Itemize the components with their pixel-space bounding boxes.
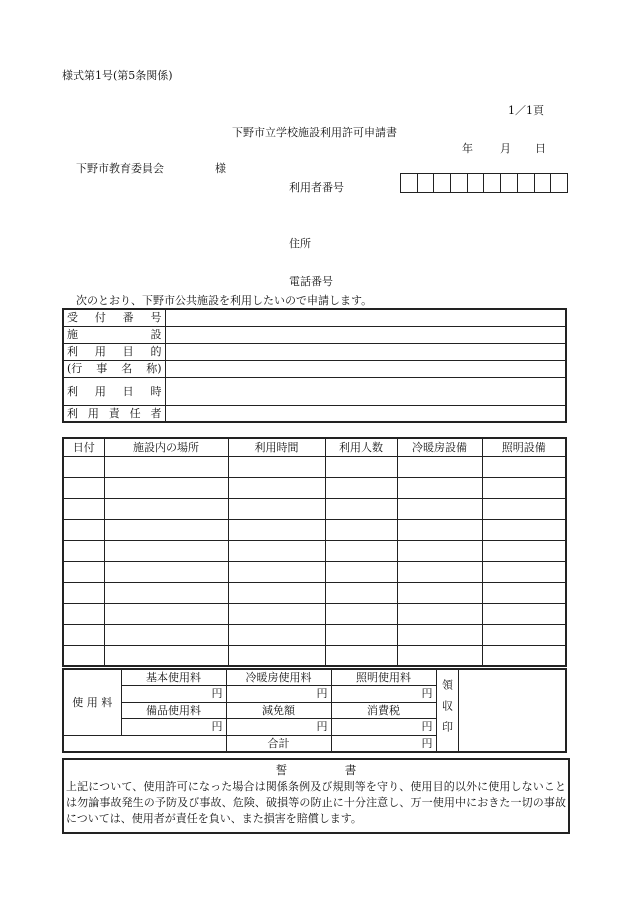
schedule-cell[interactable] bbox=[397, 624, 482, 645]
schedule-cell[interactable] bbox=[63, 498, 104, 519]
digit-box[interactable] bbox=[434, 174, 451, 193]
schedule-cell[interactable] bbox=[228, 603, 325, 624]
schedule-cell[interactable] bbox=[397, 498, 482, 519]
schedule-table bbox=[62, 437, 567, 667]
addressee-name: 下野市教育委員会 bbox=[76, 162, 164, 175]
fee-header-discount: 減免額 bbox=[226, 702, 331, 718]
user-number-boxes[interactable] bbox=[400, 173, 568, 193]
col-header-date: 日付 bbox=[63, 438, 104, 456]
schedule-cell[interactable] bbox=[228, 498, 325, 519]
schedule-cell[interactable] bbox=[63, 477, 104, 498]
schedule-cell[interactable] bbox=[325, 456, 397, 477]
col-header-location: 施設内の場所 bbox=[104, 438, 228, 456]
schedule-cell[interactable] bbox=[63, 645, 104, 666]
schedule-cell[interactable] bbox=[228, 582, 325, 603]
digit-box[interactable] bbox=[484, 174, 501, 193]
fee-empty-cell bbox=[63, 735, 226, 752]
schedule-cell[interactable] bbox=[104, 498, 228, 519]
schedule-cell[interactable] bbox=[397, 540, 482, 561]
info-value[interactable] bbox=[165, 343, 566, 360]
schedule-cell[interactable] bbox=[63, 603, 104, 624]
info-label-responsible-person: 利 用 責 任 者 bbox=[67, 406, 162, 420]
digit-box[interactable] bbox=[451, 174, 468, 193]
schedule-row bbox=[63, 519, 566, 540]
digit-box[interactable] bbox=[401, 174, 418, 193]
phone-label: 電話番号 bbox=[289, 275, 333, 288]
info-value[interactable] bbox=[165, 405, 566, 422]
info-value[interactable] bbox=[165, 326, 566, 343]
schedule-cell[interactable] bbox=[104, 582, 228, 603]
schedule-header-row bbox=[63, 438, 566, 456]
schedule-cell[interactable] bbox=[482, 477, 566, 498]
addressee-honorific: 様 bbox=[215, 162, 226, 175]
fee-header-basic: 基本使用料 bbox=[121, 669, 226, 685]
digit-box[interactable] bbox=[534, 174, 551, 193]
pledge-title: 誓 書 bbox=[275, 763, 357, 777]
info-row bbox=[63, 326, 566, 343]
fee-header-equipment: 備品使用料 bbox=[121, 702, 226, 718]
schedule-cell[interactable] bbox=[397, 603, 482, 624]
info-value[interactable] bbox=[165, 360, 566, 377]
schedule-cell[interactable] bbox=[482, 645, 566, 666]
fee-value-basic[interactable]: 円 bbox=[121, 685, 226, 702]
schedule-row bbox=[63, 498, 566, 519]
fee-value-lighting[interactable]: 円 bbox=[331, 685, 436, 702]
schedule-cell[interactable] bbox=[104, 603, 228, 624]
schedule-cell[interactable] bbox=[482, 624, 566, 645]
schedule-row bbox=[63, 624, 566, 645]
fee-header-aircon: 冷暖房使用料 bbox=[226, 669, 331, 685]
fee-header-tax: 消費税 bbox=[331, 702, 436, 718]
schedule-cell[interactable] bbox=[63, 582, 104, 603]
digit-box[interactable] bbox=[501, 174, 518, 193]
schedule-cell[interactable] bbox=[397, 477, 482, 498]
date-year-label: 年 bbox=[462, 142, 473, 155]
request-sentence: 次のとおり、下野市公共施設を利用したいので申請します。 bbox=[76, 294, 373, 307]
schedule-cell[interactable] bbox=[228, 624, 325, 645]
schedule-cell[interactable] bbox=[397, 456, 482, 477]
schedule-cell[interactable] bbox=[482, 519, 566, 540]
fee-total-value[interactable]: 円 bbox=[331, 735, 436, 752]
digit-box[interactable] bbox=[467, 174, 484, 193]
schedule-cell[interactable] bbox=[228, 456, 325, 477]
schedule-cell[interactable] bbox=[325, 498, 397, 519]
digit-box[interactable] bbox=[417, 174, 434, 193]
info-label-facility: 施 設 bbox=[67, 328, 162, 341]
schedule-cell[interactable] bbox=[228, 645, 325, 666]
document-title: 下野市立学校施設利用許可申請書 bbox=[232, 126, 397, 139]
col-header-time: 利用時間 bbox=[228, 438, 325, 456]
col-header-lighting: 照明設備 bbox=[482, 438, 566, 456]
schedule-row bbox=[63, 582, 566, 603]
fee-value-aircon[interactable]: 円 bbox=[226, 685, 331, 702]
address-label: 住所 bbox=[289, 237, 311, 250]
schedule-cell[interactable] bbox=[482, 561, 566, 582]
schedule-cell[interactable] bbox=[397, 561, 482, 582]
schedule-cell[interactable] bbox=[325, 519, 397, 540]
schedule-cell[interactable] bbox=[63, 624, 104, 645]
schedule-cell[interactable] bbox=[482, 540, 566, 561]
fee-table bbox=[62, 668, 567, 753]
fee-header-lighting: 照明使用料 bbox=[331, 669, 436, 685]
schedule-cell[interactable] bbox=[104, 540, 228, 561]
schedule-cell[interactable] bbox=[63, 561, 104, 582]
info-label-datetime: 利 用 日 時 bbox=[67, 384, 162, 398]
info-label-receipt-number: 受 付 番 号 bbox=[67, 311, 162, 325]
schedule-row bbox=[63, 645, 566, 666]
schedule-cell[interactable] bbox=[228, 519, 325, 540]
info-value[interactable] bbox=[165, 377, 566, 405]
info-value[interactable] bbox=[165, 309, 566, 326]
schedule-cell[interactable] bbox=[482, 603, 566, 624]
schedule-cell[interactable] bbox=[63, 519, 104, 540]
schedule-cell[interactable] bbox=[104, 456, 228, 477]
digit-box[interactable] bbox=[551, 174, 568, 193]
schedule-cell[interactable] bbox=[325, 624, 397, 645]
schedule-row bbox=[63, 477, 566, 498]
pledge-box bbox=[62, 758, 570, 834]
schedule-cell[interactable] bbox=[397, 519, 482, 540]
info-label-purpose: 利 用 目 的 bbox=[67, 345, 162, 358]
form-label: 様式第1号(第5条関係) bbox=[62, 69, 173, 82]
user-number-label: 利用者番号 bbox=[289, 181, 344, 194]
schedule-cell[interactable] bbox=[228, 561, 325, 582]
fee-value-discount[interactable]: 円 bbox=[226, 718, 331, 735]
schedule-row bbox=[63, 456, 566, 477]
schedule-cell[interactable] bbox=[228, 540, 325, 561]
info-row bbox=[63, 377, 566, 405]
info-row bbox=[63, 405, 566, 422]
schedule-cell[interactable] bbox=[397, 582, 482, 603]
fee-total-label: 合計 bbox=[226, 735, 331, 752]
schedule-cell[interactable] bbox=[397, 645, 482, 666]
schedule-cell[interactable] bbox=[482, 456, 566, 477]
info-row bbox=[63, 309, 566, 326]
col-header-aircon: 冷暖房設備 bbox=[397, 438, 482, 456]
schedule-cell[interactable] bbox=[325, 477, 397, 498]
schedule-cell[interactable] bbox=[325, 582, 397, 603]
schedule-cell[interactable] bbox=[63, 540, 104, 561]
schedule-cell[interactable] bbox=[325, 645, 397, 666]
info-label-event-name: (行 事 名 称) bbox=[67, 362, 162, 375]
schedule-cell[interactable] bbox=[325, 540, 397, 561]
col-header-people: 利用人数 bbox=[325, 438, 397, 456]
info-row bbox=[63, 343, 566, 360]
schedule-row bbox=[63, 561, 566, 582]
fee-value-tax[interactable]: 円 bbox=[331, 718, 436, 735]
pledge-body: 上記について、使用許可になった場合は関係条例及び規則等を守り、使用目的以外に使用しないことは勿論事故発生の予防及び事故、危険、破損等の防止に十分注意し、万一使用中におきた一切の事故については、使用者が責任を負い、また損害を賠償します。 bbox=[66, 780, 566, 825]
schedule-cell[interactable] bbox=[325, 561, 397, 582]
date-month-label: 月 bbox=[500, 142, 511, 155]
schedule-cell[interactable] bbox=[482, 498, 566, 519]
schedule-cell[interactable] bbox=[228, 477, 325, 498]
schedule-cell[interactable] bbox=[325, 603, 397, 624]
date-day-label: 日 bbox=[535, 142, 546, 155]
receipt-stamp-label: 領収印 bbox=[436, 669, 458, 752]
fee-value-equipment[interactable]: 円 bbox=[121, 718, 226, 735]
schedule-cell[interactable] bbox=[104, 645, 228, 666]
schedule-cell[interactable] bbox=[63, 456, 104, 477]
schedule-cell[interactable] bbox=[482, 582, 566, 603]
receipt-stamp-area[interactable] bbox=[458, 669, 566, 752]
schedule-row bbox=[63, 540, 566, 561]
application-info-table bbox=[62, 308, 567, 423]
schedule-row bbox=[63, 603, 566, 624]
schedule-cell[interactable] bbox=[104, 624, 228, 645]
page-number: 1／1頁 bbox=[508, 104, 544, 117]
fee-side-label: 使 用 料 bbox=[63, 669, 121, 735]
schedule-cell[interactable] bbox=[104, 561, 228, 582]
schedule-cell[interactable] bbox=[104, 519, 228, 540]
schedule-cell[interactable] bbox=[104, 477, 228, 498]
digit-box[interactable] bbox=[517, 174, 534, 193]
info-row bbox=[63, 360, 566, 377]
